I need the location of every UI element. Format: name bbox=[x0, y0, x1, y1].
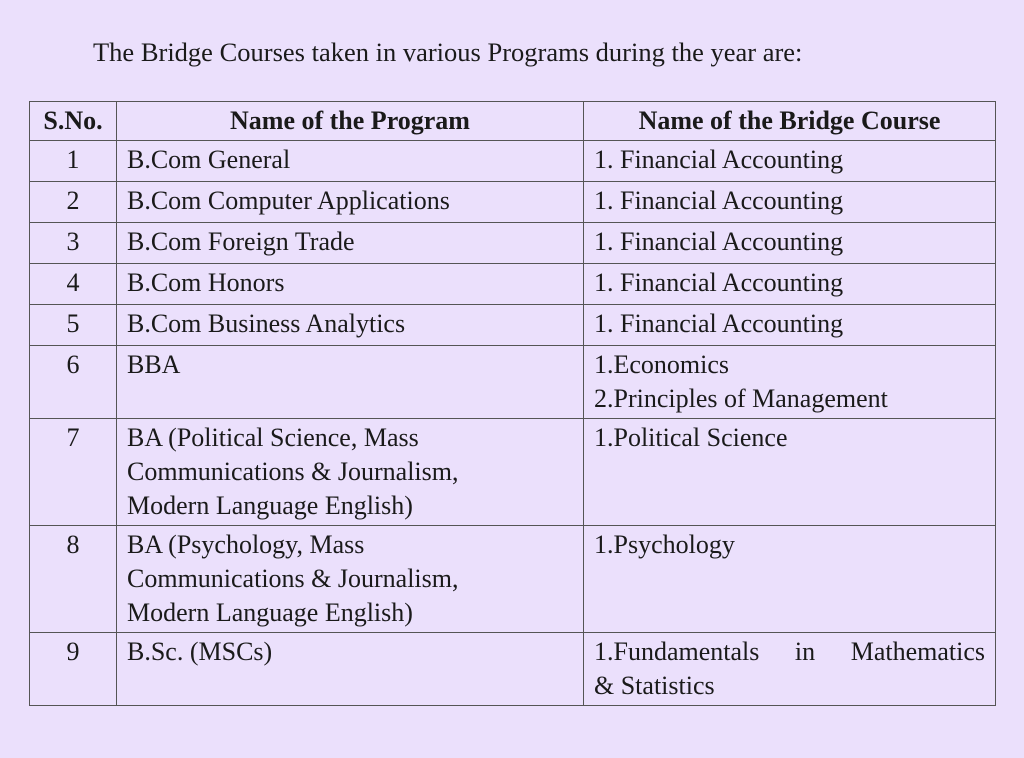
row-course bbox=[584, 526, 996, 633]
row-course bbox=[584, 182, 996, 223]
program-line: B.Com Computer Applications bbox=[127, 186, 450, 215]
program-line: B.Sc. (MSCs) bbox=[127, 637, 273, 666]
row-sno: 8 bbox=[30, 526, 117, 633]
row-sno: 6 bbox=[30, 346, 117, 419]
course-line: 2.Principles of Management bbox=[594, 384, 888, 413]
header-program: Name of the Program bbox=[117, 102, 584, 141]
course-line: 1.Economics bbox=[594, 350, 730, 379]
row-course bbox=[584, 305, 996, 346]
program-line: B.Com Foreign Trade bbox=[127, 227, 355, 256]
table-row bbox=[30, 346, 996, 419]
row-course bbox=[584, 264, 996, 305]
course-line: 1. Financial Accounting bbox=[594, 268, 844, 297]
program-line: B.Com General bbox=[127, 145, 291, 174]
table-header-row bbox=[30, 102, 996, 141]
table-row bbox=[30, 182, 996, 223]
row-program bbox=[117, 419, 584, 526]
course-line: 1. Financial Accounting bbox=[594, 186, 844, 215]
course-line: & Statistics bbox=[594, 671, 715, 700]
row-program bbox=[117, 182, 584, 223]
course-line: 1.Political Science bbox=[594, 423, 788, 452]
row-program bbox=[117, 526, 584, 633]
program-line: B.Com Honors bbox=[127, 268, 285, 297]
program-line: Modern Language English) bbox=[127, 491, 413, 520]
row-sno: 2 bbox=[30, 182, 117, 223]
table-row bbox=[30, 223, 996, 264]
header-bridge-course: Name of the Bridge Course bbox=[584, 102, 996, 141]
row-course bbox=[584, 633, 996, 706]
row-sno: 3 bbox=[30, 223, 117, 264]
row-sno: 7 bbox=[30, 419, 117, 526]
page-caption: The Bridge Courses taken in various Programs during the year are: bbox=[93, 37, 803, 67]
row-sno: 4 bbox=[30, 264, 117, 305]
row-program bbox=[117, 346, 584, 419]
row-sno: 5 bbox=[30, 305, 117, 346]
row-course bbox=[584, 141, 996, 182]
table-row bbox=[30, 526, 996, 633]
row-program bbox=[117, 223, 584, 264]
table-row bbox=[30, 419, 996, 526]
course-line: 1. Financial Accounting bbox=[594, 227, 844, 256]
row-course bbox=[584, 419, 996, 526]
table-row bbox=[30, 264, 996, 305]
program-line: BA (Political Science, Mass bbox=[127, 423, 419, 452]
program-line: BBA bbox=[127, 350, 181, 379]
program-line: Modern Language English) bbox=[127, 598, 413, 627]
row-sno: 9 bbox=[30, 633, 117, 706]
row-program bbox=[117, 305, 584, 346]
bridge-courses-table bbox=[29, 101, 996, 706]
course-line: 1.Psychology bbox=[594, 530, 735, 559]
course-line: 1.Fundamentals in Mathematics bbox=[594, 637, 985, 666]
header-sno: S.No. bbox=[30, 102, 117, 141]
table-row bbox=[30, 633, 996, 706]
course-line: 1. Financial Accounting bbox=[594, 309, 844, 338]
row-course bbox=[584, 346, 996, 419]
program-line: Communications & Journalism, bbox=[127, 457, 459, 486]
program-line: BA (Psychology, Mass bbox=[127, 530, 365, 559]
table-row bbox=[30, 305, 996, 346]
program-line: B.Com Business Analytics bbox=[127, 309, 406, 338]
row-program bbox=[117, 141, 584, 182]
row-program bbox=[117, 264, 584, 305]
table-row bbox=[30, 141, 996, 182]
row-course bbox=[584, 223, 996, 264]
program-line: Communications & Journalism, bbox=[127, 564, 459, 593]
course-line: 1. Financial Accounting bbox=[594, 145, 844, 174]
row-program bbox=[117, 633, 584, 706]
row-sno: 1 bbox=[30, 141, 117, 182]
